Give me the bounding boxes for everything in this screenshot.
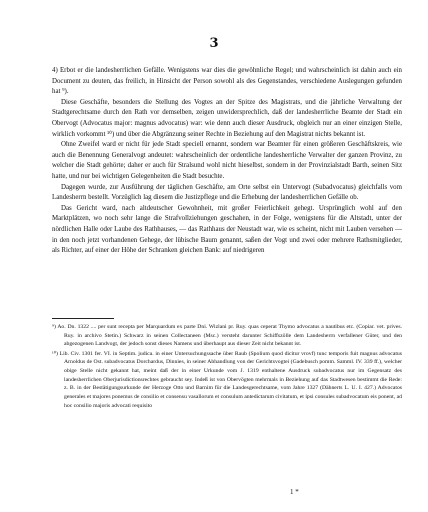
footnotes [52,323,402,411]
paragraph: Dagegen wurde, zur Ausführung der täglichen Geschäfte, am Orte selbst ein Untervogt (Subadvocatus) gleichfalls vom Landesherrn bestellt. Vorzüglich lag diesem die Justizpflege und die Erhebung der landesherrlichen Gefälle ob. [52,183,402,202]
paragraph: 4) Erbot er die landesherrlichen Gefälle. Wenigstens war dies die gewöhnliche Regel; und wahrscheinlich ist dahin auch ein Document zu deuten, das freilich, in Hinsicht der Person sowohl als des Gegenstandes, verschiedene Auslegungen gefunden hat ⁹). [52,67,402,96]
page-number: 3 [209,36,219,51]
main-text [52,66,402,257]
footnote-rule [52,318,114,319]
footnote: ¹⁰) Lib. Civ. 1301 fer. VI. in Septim. judica. in einer Untersuchungssache über Raub (Spolium quod dicitur vrovf) tunc temporis fuit magnus advocatus Arnoldus de Ost. subadvocatus Dorchardus, Dinnies, in seiner Abhandlung von der Gerichtsvogtei (Gadebusch pomm. Samml. IV. 339 ff.), welcher obige Stelle nicht gekannt hat, meint daß der in einer Urkunde vom J. 1319 enthaltene Ausdruck subadvocatus nur im Gegensatz des landesherrlichen Oberjurisdictionsrechtes gebraucht sey. Indeß ist von Obervögten mehrmals in Beziehung auf das Stadtwesen bestimmt die Rede: z. B. in der Bestätigungsurkunde der Herzoge Otto und Barnim für die Landesgerechtsame, vom Jahre 1327 (Dähnerts L. U. I. 427.) Advocatos generales et majores ponemus de consilio et consensu vasallorum et consulum antedictarum civitatum, et ipsi consules subadvocatum eis ponent, ad hoc consilio majoris advocati requisito [52,350,402,409]
footnote: ⁹) Ao. Dn. 1322 .... per sunt recepta per Marquardum ex parte Dni. Wizlani pr. Ruy. quas ceperat Thymo advocatus a nautibus etc. (Copiar. vet. prives. Ruy. in archivo Stetin.) Schwarz in seinen Collectaneen (Msc.) versteht darunter Schiffszölle dem Landesherrn verfallener Güter, und den abgezogenen Landvogt, der jedoch sonst dieses Namens und überhaupt aus dieser Zeit nicht bekannt ist. [52,324,402,348]
paragraph: Diese Geschäfte, besonders die Stellung des Vogtes an der Spitze des Magistrats, und die jährliche Verwaltung der Stadtgerechtsame durch den Rath vor demselben, zeigen unwidersprechlich, daß der landesherrliche Beamte der Stadt ein Obervogt (Advocatus major: magnus advocatus) war: wie denn auch dieser Ausdruck, obgleich nur an einer einzigen Stelle, wirklich vorkommt ¹⁰) und über die Abgränzung seiner Rechte in Beziehung auf den Magistrat nichts bekannt ist. [52,98,402,138]
paragraph: Das Gericht ward, nach altdeutscher Gewohnheit, mit großer Feierlichkeit gehegt. Ursprünglich wohl auf den Marktplätzen, wo noch sehr lange die Strafvollziehungen geschahen, in der Folge, wenigstens für die Altstadt, unter der nördlichen Halle oder Laube des Rathhauses, — das Rathhaus der Neustadt war, wie es scheint, nicht mit Lauben versehen — in den noch jetzt vorhandenen Gehege, der lübische Baum genannt, saßen der Vogt und zwei oder mehrere Rathsmitglieder, als Richter, auf einer der Höhe der Schranken gleichen Bank: auf niedrigeren [52,204,402,255]
paragraph: Ohne Zweifel ward er nicht für jede Stadt speciell ernannt, sondern war Beamter für einen größeren Geschäftskreis, wie auch die Benennung Generalvogt andeutet: wahrscheinlich der ordentliche landesherrliche Verwalter der ganzen Provinz, zu welcher die Stadt gehörte; daher er auch für Stralsund wohl nicht hieselbst, sondern in der Provinzialstadt Barth, seinen Sitz hatte, und nur bei wichtigen Gelegenheiten die Stadt besuchte. [52,141,402,180]
signature-mark: 1 * [290,488,299,496]
